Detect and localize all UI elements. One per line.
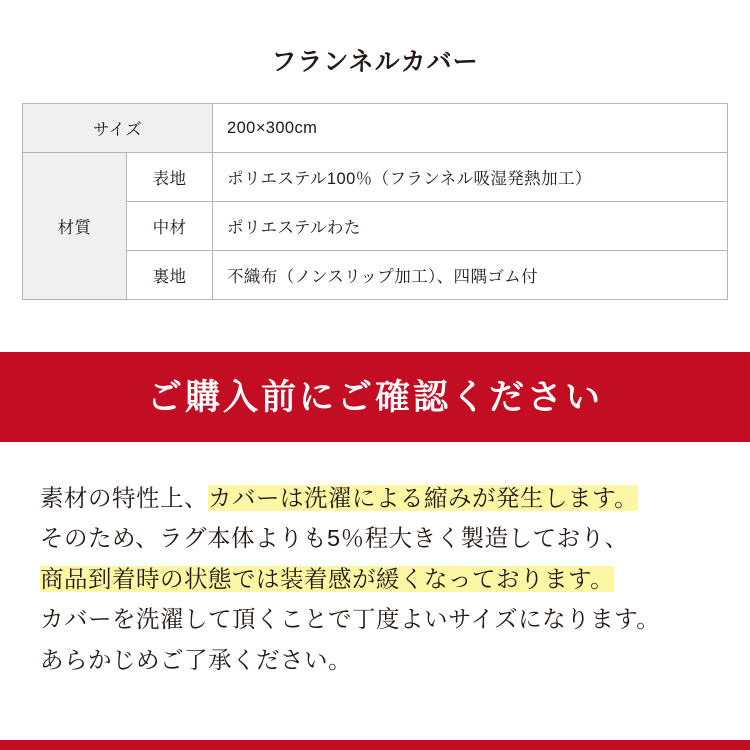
notice-line	[40, 640, 710, 680]
table-row	[23, 251, 728, 300]
table-row	[23, 153, 728, 202]
notice-text-plain: あらかじめご了承ください。	[40, 646, 352, 673]
spec-table-container	[22, 103, 728, 300]
footer-red-bar	[0, 740, 750, 750]
spec-value-backing: 不織布（ノンスリップ加工）、四隅ゴム付	[213, 251, 728, 300]
notice-banner	[0, 352, 750, 442]
notice-text-plain: 素材の特性上、	[40, 485, 208, 511]
spec-value-size: 200×300cm	[213, 104, 728, 153]
notice-heading: ご購入前にご確認ください	[146, 377, 603, 417]
spec-label-material: 材質	[23, 153, 127, 300]
notice-text-highlight: カバーは洗濯による縮みが発生します。	[208, 485, 639, 511]
spec-sublabel-backing: 裏地	[127, 251, 213, 300]
spec-label-size: サイズ	[23, 104, 213, 153]
notice-text-plain: カバーを洗濯して頂くことで丁度よいサイズになります。	[40, 606, 661, 633]
spec-value-face: ポリエステル100％（フランネル吸湿発熱加工）	[213, 153, 728, 202]
notice-text-plain: そのため、ラグ本体よりも5％程大きく製造しており、	[40, 525, 629, 552]
notice-line	[40, 518, 710, 558]
notice-text-highlight: 商品到着時の状態では装着感が緩くなっております。	[40, 565, 615, 592]
table-row	[23, 104, 728, 153]
notice-line	[40, 478, 710, 518]
spec-value-filling: ポリエステルわた	[213, 202, 728, 251]
spec-sublabel-face: 表地	[127, 153, 213, 202]
notice-line	[40, 559, 710, 599]
notice-body	[0, 442, 750, 680]
notice-line	[40, 599, 710, 639]
table-row	[23, 202, 728, 251]
notice-section	[0, 352, 750, 750]
spec-table	[22, 103, 728, 300]
spec-sublabel-filling: 中材	[127, 202, 213, 251]
page-title: フランネルカバー	[271, 48, 479, 76]
